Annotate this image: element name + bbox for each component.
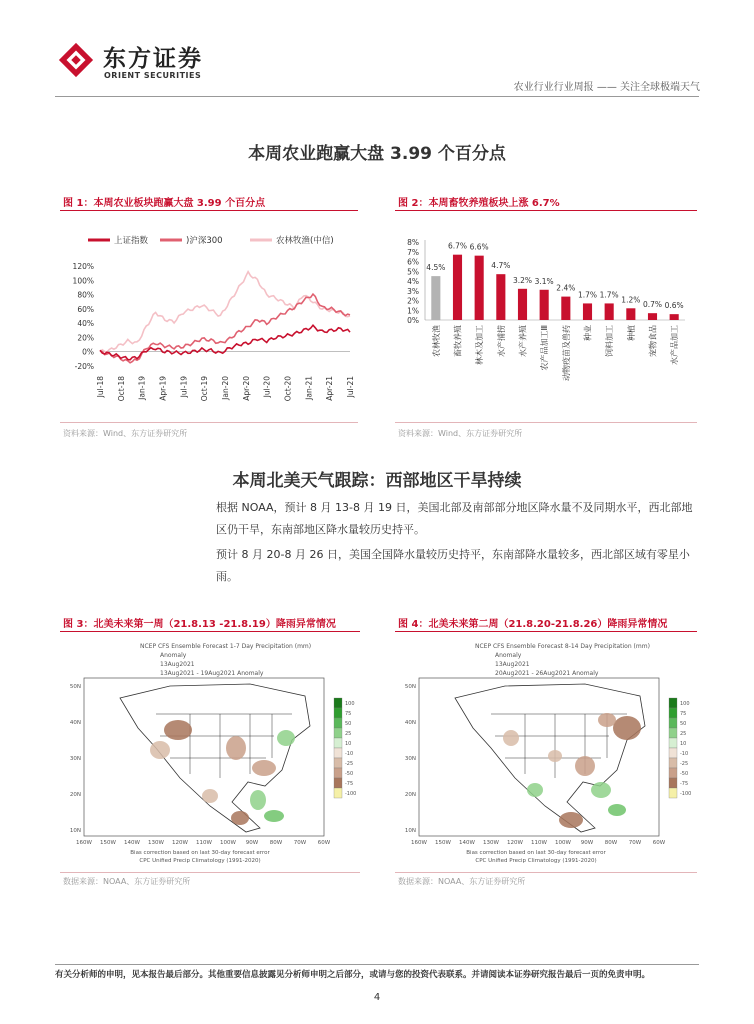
fig2-title: 图 2：本周畜牧养殖板块上涨 6.7%	[398, 198, 560, 209]
x-tick-label: Jan-19	[137, 376, 147, 400]
anomaly-region	[150, 741, 170, 759]
lon-label: 130W	[483, 840, 499, 846]
y-tick-label: 100%	[72, 276, 94, 286]
y-tick-label: 7%	[407, 247, 419, 257]
bar-宠物食品	[648, 313, 657, 320]
anomaly-region	[164, 720, 192, 740]
scale-label: -10	[680, 751, 689, 757]
data-label: 0.6%	[664, 301, 684, 311]
fig2-bar-chart	[395, 230, 700, 418]
data-label: 4.7%	[491, 261, 511, 271]
scale-swatch	[669, 698, 677, 708]
scale-label: -50	[345, 771, 354, 777]
y-tick-label: 0%	[82, 347, 94, 357]
y-tick-label: 2%	[407, 296, 419, 306]
x-tick-label: Jan-20	[221, 376, 230, 400]
y-tick-label: 5%	[407, 267, 419, 277]
x-tick-label: Jul-18	[96, 376, 105, 398]
x-tick-label: Oct-18	[116, 376, 126, 402]
y-tick-label: 80%	[77, 290, 94, 300]
lat-label: 10N	[404, 828, 416, 834]
y-tick-label: 20%	[77, 333, 94, 343]
category-label: 饲料加工	[605, 325, 615, 357]
anomaly-region	[591, 782, 611, 798]
lon-label: 90W	[580, 840, 594, 846]
lon-label: 150W	[435, 840, 451, 846]
anomaly-region	[608, 804, 626, 816]
scale-swatch	[669, 738, 677, 748]
x-tick-label: Oct-19	[200, 376, 210, 402]
fig3-title-rule	[60, 631, 360, 632]
y-tick-label: 3%	[407, 286, 419, 296]
data-label: 2.4%	[556, 283, 576, 293]
lat-label: 10N	[69, 828, 81, 834]
category-label: 水产养殖	[518, 325, 528, 357]
lon-label: 90W	[245, 840, 259, 846]
anomaly-region	[527, 783, 543, 797]
lat-label: 30N	[404, 756, 416, 762]
report-tag: 农业行业行业周报 —— 关注全球极端天气	[513, 82, 700, 93]
lat-label: 20N	[404, 792, 416, 798]
data-label: 6.7%	[447, 241, 468, 251]
scale-label: 25	[345, 731, 352, 737]
anomaly-region	[548, 750, 562, 762]
scale-label: 10	[680, 741, 687, 747]
lat-label: 40N	[404, 720, 416, 726]
anomaly-region	[503, 730, 519, 746]
data-label: 3.1%	[534, 276, 554, 286]
scale-swatch	[669, 778, 677, 788]
lat-label: 50N	[404, 684, 416, 690]
scale-swatch	[669, 748, 677, 758]
logo-text-cn: 东方证券	[103, 46, 203, 72]
lon-label: 160W	[76, 840, 92, 846]
footer-divider	[55, 964, 699, 965]
bar-林木及加工	[475, 256, 484, 320]
logo-text-en: ORIENT SECURITIES	[104, 71, 202, 80]
lon-label: 100W	[555, 840, 571, 846]
lon-label: 120W	[172, 840, 188, 846]
fig4-bottom-rule	[395, 872, 697, 873]
legend-label-2: 农林牧渔(中信)	[276, 236, 334, 246]
series-line-农林牧渔(中信)	[100, 272, 350, 352]
lat-label: 30N	[69, 756, 81, 762]
scale-label: -25	[345, 761, 354, 767]
anomaly-region	[250, 790, 266, 810]
scale-label: 100	[345, 701, 355, 707]
data-label: 1.7%	[577, 290, 598, 300]
lon-label: 120W	[507, 840, 523, 846]
fig1-source: 资料来源：Wind、东方证券研究所	[63, 429, 188, 438]
x-tick-label: Jul-21	[346, 376, 355, 398]
lat-label: 50N	[69, 684, 81, 690]
bar-水产品加工	[670, 314, 679, 320]
map-header-text: NCEP CFS Ensemble Forecast 8-14 Day Precipitation (mm)	[475, 643, 650, 650]
lon-label: 140W	[124, 840, 140, 846]
scale-swatch	[334, 738, 342, 748]
bar-水产养殖	[518, 289, 527, 320]
scale-swatch	[334, 758, 342, 768]
lon-label: 130W	[148, 840, 164, 846]
scale-swatch	[334, 708, 342, 718]
lon-label: 140W	[459, 840, 475, 846]
anomaly-region	[252, 760, 276, 776]
scale-label: 100	[680, 701, 690, 707]
category-label: 农产品加工Ⅲ	[540, 325, 550, 371]
map-header-text: Anomaly	[160, 652, 187, 659]
scale-swatch	[669, 758, 677, 768]
category-label: 种业	[583, 325, 593, 341]
data-label: 0.7%	[642, 300, 663, 310]
scale-swatch	[334, 778, 342, 788]
map-footer-text: Bias correction based on last 30-day forecast error	[130, 850, 270, 856]
section1-title: 本周农业跑赢大盘 3.99 个百分点	[248, 144, 506, 164]
scale-swatch	[334, 698, 342, 708]
y-tick-label: 60%	[77, 304, 94, 314]
anomaly-region	[264, 810, 284, 822]
scale-label: -75	[680, 781, 689, 787]
scale-label: 25	[680, 731, 687, 737]
scale-swatch	[669, 718, 677, 728]
x-tick-label: Jul-20	[262, 376, 272, 398]
x-tick-label: Apr-20	[241, 376, 251, 401]
anomaly-region	[202, 789, 218, 803]
fig2-title-rule	[395, 210, 697, 211]
fig1-title-rule	[60, 210, 358, 211]
lon-label: 150W	[100, 840, 116, 846]
scale-swatch	[334, 748, 342, 758]
lon-label: 70W	[628, 840, 642, 846]
fig3-bottom-rule	[60, 872, 360, 873]
scale-label: -100	[345, 791, 357, 797]
fig3-source: 数据来源：NOAA、东方证券研究所	[63, 877, 191, 886]
scale-swatch	[334, 728, 342, 738]
lon-label: 70W	[293, 840, 307, 846]
scale-swatch	[669, 768, 677, 778]
map-footer-text: Bias correction based on last 30-day forecast error	[466, 850, 606, 856]
x-tick-label: Jul-19	[179, 376, 189, 398]
fig1-title: 图 1：本周农业板块跑赢大盘 3.99 个百分点	[63, 198, 266, 209]
anomaly-region	[231, 811, 249, 825]
paragraph-week1: 根据 NOAA，预计 8 月 13-8 月 19 日，美国北部及南部部分地区降水量不及同期水平，西北部地区仍干旱，东南部地区降水量较历史持平。	[216, 501, 693, 536]
lat-label: 20N	[69, 792, 81, 798]
x-tick-label: Apr-21	[325, 376, 335, 401]
fig2-bottom-rule	[395, 422, 697, 423]
map-header-text: 13Aug2021	[160, 661, 195, 668]
scale-label: -75	[345, 781, 354, 787]
y-tick-label: 0%	[407, 316, 419, 325]
lon-label: 80W	[269, 840, 283, 846]
fig4-source: 数据来源：NOAA、东方证券研究所	[398, 877, 526, 886]
y-tick-label: 6%	[407, 257, 419, 267]
anomaly-region	[575, 756, 595, 776]
scale-label: -50	[680, 771, 689, 777]
scale-swatch	[334, 788, 342, 798]
scale-label: 50	[680, 721, 687, 727]
lon-label: 80W	[604, 840, 618, 846]
y-tick-label: 1%	[407, 306, 419, 316]
lon-label: 60W	[317, 840, 331, 846]
scale-swatch	[669, 708, 677, 718]
fig3-title: 图 3：北美未来第一周（21.8.13 -21.8.19）降雨异常情况	[63, 619, 336, 630]
lon-label: 110W	[531, 840, 547, 846]
y-tick-label: 8%	[407, 238, 419, 247]
category-label: 动物疫苗及兽药	[561, 325, 571, 381]
fig3-precip-anomaly-map	[60, 638, 360, 868]
anomaly-region	[613, 716, 641, 740]
category-label: 水产品加工	[670, 325, 680, 365]
data-label: 6.6%	[469, 242, 489, 252]
lon-label: 100W	[220, 840, 236, 846]
bar-农产品加工Ⅲ	[540, 290, 549, 320]
anomaly-region	[277, 730, 295, 746]
scale-label: -100	[680, 791, 692, 797]
paragraph-week2: 预计 8 月 20-8 月 26 日，美国全国降水量较历史持平，东南部降水量较多，西北部区域有零星小雨。	[216, 548, 690, 583]
map-header-text: Anomaly	[495, 652, 522, 659]
map-header-text: 13Aug2021 - 19Aug2021 Anomaly	[160, 670, 264, 677]
y-tick-label: 4%	[407, 277, 419, 286]
fig4-precip-anomaly-map	[395, 638, 697, 868]
legend-label-1: )沪深300	[186, 236, 223, 246]
category-label: 林木及加工	[475, 325, 485, 365]
bar-农林牧渔	[431, 276, 440, 320]
lat-label: 40N	[69, 720, 81, 726]
bar-动物疫苗及兽药	[561, 297, 570, 320]
footer-disclaimer: 有关分析师的申明，见本报告最后部分。其他重要信息披露见分析师申明之后部分，或请与您的投资代表联系。并请阅读本证券研究报告最后一页的免责申明。	[55, 970, 651, 980]
x-tick-label: Jan-21	[304, 376, 314, 400]
scale-label: -25	[680, 761, 689, 767]
scale-swatch	[334, 718, 342, 728]
scale-label: 75	[680, 711, 687, 717]
category-label: 水产捕捞	[496, 325, 506, 357]
fig2-source: 资料来源：Wind、东方证券研究所	[398, 429, 523, 438]
scale-label: 50	[345, 721, 352, 727]
bar-种植	[626, 308, 635, 320]
category-label: 宠物食品	[648, 325, 658, 357]
y-tick-label: -20%	[74, 362, 94, 371]
fig1-bottom-rule	[60, 422, 358, 423]
scale-swatch	[334, 768, 342, 778]
series-line-)沪深300	[100, 294, 350, 363]
category-label: 畜牧养殖	[453, 325, 463, 357]
data-label: 1.7%	[599, 290, 619, 300]
legend-label-0: 上证指数	[114, 236, 149, 246]
data-label: 4.5%	[426, 263, 446, 273]
category-label: 农林牧渔	[431, 325, 441, 357]
fig4-title-rule	[395, 631, 697, 632]
anomaly-region	[598, 713, 616, 727]
x-tick-label: Apr-19	[158, 376, 168, 401]
lon-label: 160W	[411, 840, 427, 846]
bar-畜牧养殖	[453, 255, 462, 320]
header-divider	[55, 96, 699, 97]
scale-label: 75	[345, 711, 352, 717]
bar-水产捕捞	[496, 274, 505, 320]
anomaly-region	[226, 736, 246, 760]
lon-label: 110W	[196, 840, 212, 846]
company-logo-icon	[57, 41, 95, 79]
fig1-line-chart	[60, 228, 360, 408]
scale-label: -10	[345, 751, 354, 757]
section2-title: 本周北美天气跟踪：西部地区干旱持续	[232, 471, 522, 491]
scale-swatch	[669, 788, 677, 798]
lon-label: 60W	[652, 840, 666, 846]
y-tick-label: 120%	[72, 262, 94, 271]
anomaly-region	[559, 812, 583, 828]
scale-swatch	[669, 728, 677, 738]
map-header-text: NCEP CFS Ensemble Forecast 1-7 Day Precipitation (mm)	[140, 643, 312, 650]
scale-label: 10	[345, 741, 352, 747]
data-label: 3.2%	[512, 275, 533, 285]
bar-饲料加工	[605, 303, 614, 320]
map-header-text: 20Aug2021 - 26Aug2021 Anomaly	[495, 670, 599, 677]
data-label: 1.2%	[621, 295, 641, 305]
category-label: 种植	[626, 325, 636, 341]
fig4-title: 图 4：北美未来第二周（21.8.20-21.8.26）降雨异常情况	[398, 619, 668, 630]
map-header-text: 13Aug2021	[495, 661, 530, 668]
y-tick-label: 40%	[77, 319, 94, 329]
x-tick-label: Oct-20	[283, 376, 293, 402]
page-number: 4	[373, 992, 381, 1003]
map-footer-text: CPC Unified Precip Climatology (1991-2020)	[475, 858, 597, 864]
map-footer-text: CPC Unified Precip Climatology (1991-2020)	[139, 858, 261, 864]
bar-种业	[583, 303, 592, 320]
